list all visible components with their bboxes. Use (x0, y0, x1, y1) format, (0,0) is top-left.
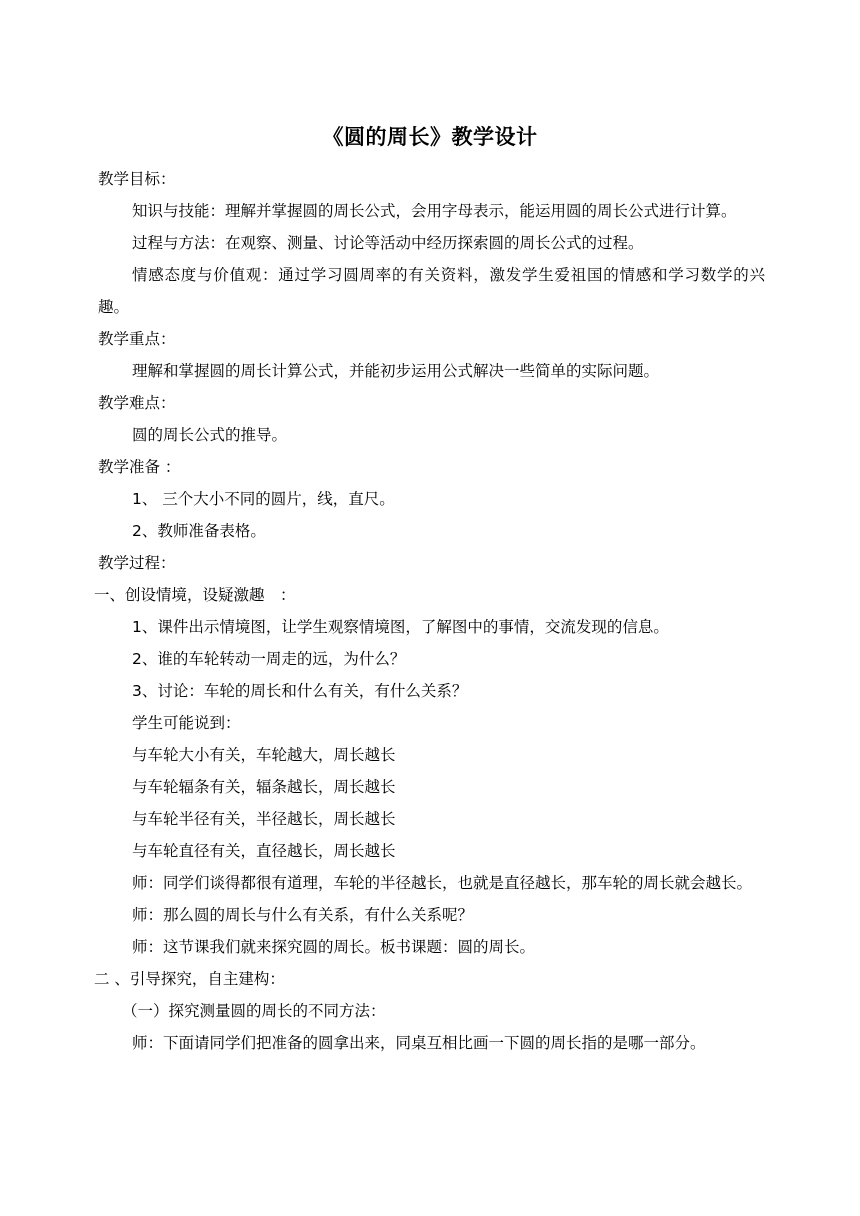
paragraph-teacher-remark-3: 师：这节课我们就来探究圆的周长。板书课题：圆的周长。 (132, 938, 536, 956)
document-body (94, 163, 765, 1059)
paragraph-teaching-focus: 理解和掌握圆的周长计算公式，并能初步运用公式解决一些简单的实际问题。 (132, 362, 660, 380)
list-item-preparation-2: 2、教师准备表格。 (132, 522, 266, 540)
heading-teaching-process: 教学过程： (98, 554, 176, 572)
heading-teaching-difficulty: 教学难点： (98, 394, 176, 412)
heading-teaching-preparation: 教学准备 ： (98, 458, 181, 476)
heading-teaching-focus: 教学重点： (98, 330, 176, 348)
list-item-answer-3: 与车轮半径有关，半径越长，周长越长 (132, 810, 396, 828)
list-item-preparation-1: 1、 三个大小不同的圆片，线，直尺。 (132, 490, 395, 508)
paragraph-process-methods: 过程与方法：在观察、测量、讨论等活动中经历探索圆的周长公式的过程。 (132, 234, 644, 252)
document-title: 《圆的周长》教学设计 (322, 125, 538, 149)
paragraph-teacher-instruction: 师：下面请同学们把准备的圆拿出来，同桌互相比画一下圆的周长指的是哪一部分。 (132, 1034, 706, 1052)
list-item-answer-1: 与车轮大小有关，车轮越大，周长越长 (132, 746, 396, 764)
list-item-answer-2: 与车轮辐条有关，辐条越长，周长越长 (132, 778, 396, 796)
paragraph-teacher-remark-2: 师：那么圆的周长与什么有关系，有什么关系呢？ (132, 906, 474, 924)
section-heading-1: 一、创设情境，设疑激趣 ： (94, 586, 296, 604)
paragraph-students-may-say: 学生可能说到： (132, 714, 241, 732)
section-heading-2: 二 、引导探究，自主建构： (94, 970, 285, 988)
list-item-answer-4: 与车轮直径有关，直径越长，周长越长 (132, 842, 396, 860)
paragraph-knowledge-skills: 知识与技能：理解并掌握圆的周长公式，会用字母表示，能运用圆的周长公式进行计算。 (132, 202, 737, 220)
paragraph-teaching-difficulty: 圆的周长公式的推导。 (132, 426, 288, 444)
list-item-step-1: 1、课件出示情境图，让学生观察情境图，了解图中的事情，交流发现的信息。 (132, 618, 669, 636)
list-item-step-2: 2、谁的车轮转动一周走的远，为什么？ (132, 650, 406, 668)
paragraph-emotional-attitude: 情感态度与价值观：通过学习圆周率的有关资料，激发学生爱祖国的情感和学习数学的兴趣。 (98, 266, 765, 316)
subsection-heading-1: （一）探究测量圆的周长的不同方法： (122, 1002, 386, 1020)
paragraph-teacher-remark-1: 师：同学们谈得都很有道理，车轮的半径越长，也就是直径越长，那车轮的周长就会越长。 (132, 874, 753, 892)
heading-teaching-objectives: 教学目标： (98, 170, 176, 188)
list-item-step-3: 3、讨论：车轮的周长和什么有关，有什么关系？ (132, 682, 468, 700)
